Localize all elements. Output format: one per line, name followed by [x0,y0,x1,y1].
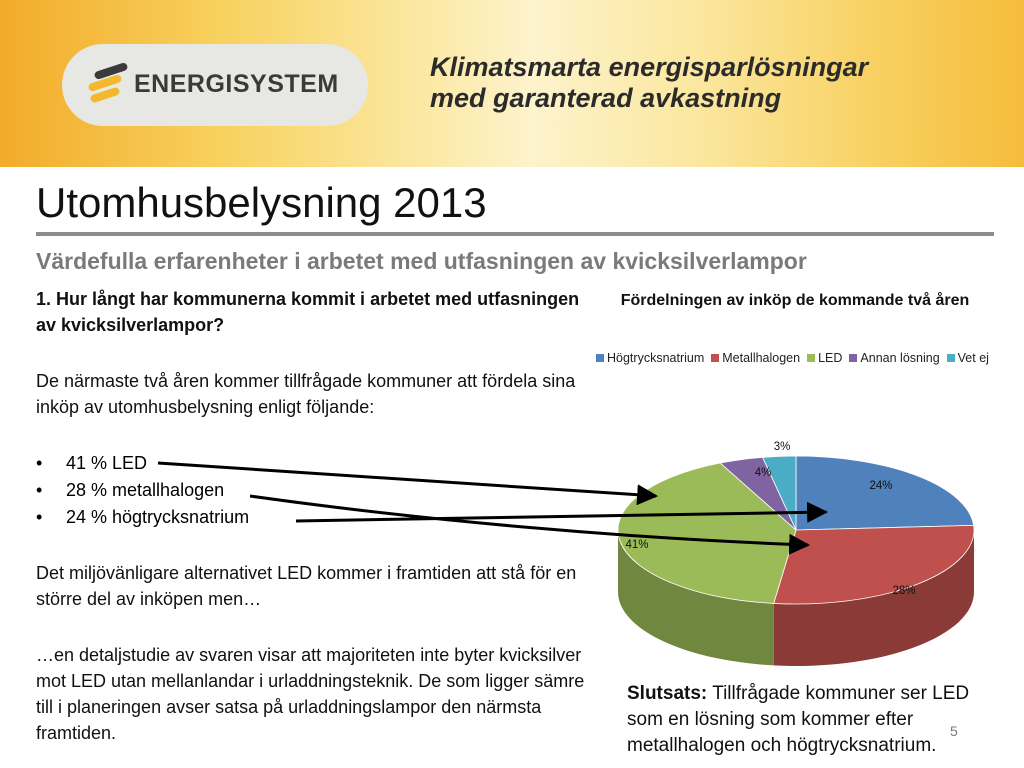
conclusion-label: Slutsats: [627,683,708,704]
slide-title: Utomhusbelysning 2013 [36,179,487,226]
legend-label: Annan lösning [860,351,940,365]
logo-text: ENERGISYSTEM [134,70,339,98]
bullet-text: 28 % metallhalogen [66,480,225,500]
arrow-led [158,463,656,496]
pie-slice-högtrycksnatrium [796,456,974,530]
bullet-dot: • [36,453,43,473]
pie-data-label: 3% [773,441,791,453]
pie-data-label: 24% [869,480,893,492]
legend-label: Högtrycksnatrium [607,351,705,365]
legend-label: LED [818,351,843,365]
pie-data-label: 41% [625,539,649,551]
led-paragraph: Det miljövänligare alternativet LED kommer i framtiden att stå för en större del av inköpen men… [36,563,577,609]
bullet-text: 41 % LED [66,453,148,473]
legend-label: Vet ej [957,351,989,365]
pie-data-label: 28% [892,585,916,597]
conclusion [627,681,1007,759]
chart-title: Fördelningen av inköp de kommande två åren [620,292,970,309]
intro-paragraph: De närmaste två åren kommer tillfrågade kommuner att fördela sina inköp av utomhusbelysning enligt följande: [36,371,576,417]
tagline-line-1: Klimatsmarta energisparlösningar [430,52,869,82]
tagline-line-2: med garanterad avkastning [430,83,782,113]
slide-subtitle: Värdefulla erfarenheter i arbetet med utfasningen av kvicksilverlampor [36,248,807,274]
page-number: 5 [950,723,958,739]
bullet-text: 24 % högtrycksnatrium [66,507,250,527]
conclusion-text: Tillfrågade kommuner ser LED som en lösning som kommer efter metallhalogen och högtrycksnatrium. [627,683,970,756]
pie-data-label: 4% [754,467,772,479]
question-text: 1. Hur långt har kommunerna kommit i arbetet med utfasningen av kvicksilverlampor? [36,289,580,335]
bullet-dot: • [36,507,43,527]
legend-label: Metallhalogen [722,351,801,365]
pie-slices [618,456,974,604]
bullet-dot: • [36,480,43,500]
detail-paragraph: …en detaljstudie av svaren visar att majoriteten inte byter kvicksilver mot LED utan mellanlandar i urladdningsteknik. De som ligger sämre till i planeringen avser satsa på urladdningslampor den närmsta framtiden. [36,645,585,743]
